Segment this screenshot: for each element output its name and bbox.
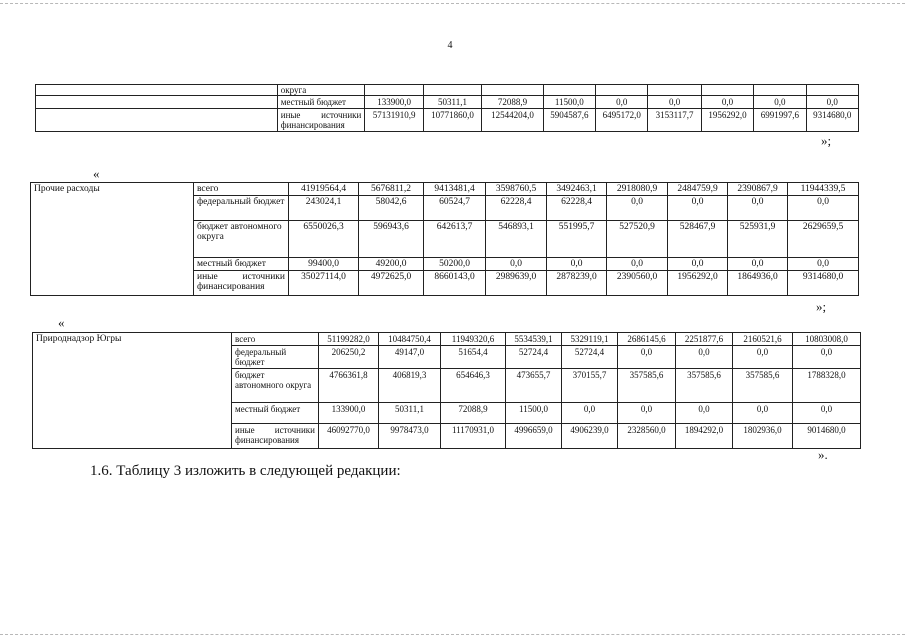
table-cell: 0,0 bbox=[701, 96, 753, 109]
table-cell: 2160521,6 bbox=[733, 333, 793, 346]
table-continuation bbox=[35, 84, 859, 132]
category-cell: Прочие расходы bbox=[31, 183, 194, 296]
table-cell: 3598760,5 bbox=[486, 183, 547, 196]
row-label: округа bbox=[277, 85, 365, 96]
table-cell: 0,0 bbox=[676, 403, 733, 424]
table-cell: 46092770,0 bbox=[319, 424, 379, 449]
table-cell: 10803008,0 bbox=[793, 333, 861, 346]
table-cell: 0,0 bbox=[607, 196, 668, 221]
table-cell: 10484750,4 bbox=[379, 333, 441, 346]
table-cell: 2484759,9 bbox=[668, 183, 728, 196]
table-cell: 596943,6 bbox=[359, 221, 424, 258]
table-prirodnadzor bbox=[32, 332, 861, 449]
table-cell: 1956292,0 bbox=[701, 109, 753, 132]
table-cell: 51654,4 bbox=[441, 346, 506, 369]
table-cell: 473655,7 bbox=[506, 369, 562, 403]
table-cell: 0,0 bbox=[793, 403, 861, 424]
table-cell: 551995,7 bbox=[547, 221, 607, 258]
table-row bbox=[36, 109, 859, 132]
table-cell: 4906239,0 bbox=[562, 424, 618, 449]
table-cell: 357585,6 bbox=[733, 369, 793, 403]
table-cell: 4996659,0 bbox=[506, 424, 562, 449]
table-cell: 1864936,0 bbox=[728, 271, 788, 296]
row-label: местный бюджет bbox=[232, 403, 319, 424]
table-cell: 51199282,0 bbox=[319, 333, 379, 346]
table-cell: 9014680,0 bbox=[793, 424, 861, 449]
table-cell: 50200,0 bbox=[424, 258, 486, 271]
table-cell: 370155,7 bbox=[562, 369, 618, 403]
row-label: иные источники финансирования bbox=[194, 271, 289, 296]
table-cell: 0,0 bbox=[562, 403, 618, 424]
table-cell: 243024,1 bbox=[289, 196, 359, 221]
table-cell: 99400,0 bbox=[289, 258, 359, 271]
table-cell: 0,0 bbox=[668, 258, 728, 271]
table-row bbox=[33, 333, 861, 346]
table-cell: 49147,0 bbox=[379, 346, 441, 369]
row-label: бюджет автономного округа bbox=[194, 221, 289, 258]
table-cell: 52724,4 bbox=[562, 346, 618, 369]
table-cell: 9413481,4 bbox=[424, 183, 486, 196]
opening-quote: « bbox=[93, 166, 100, 181]
table-cell: 62228,4 bbox=[486, 196, 547, 221]
table-cell: 5676811,2 bbox=[359, 183, 424, 196]
row-label: иные источники финансирования bbox=[277, 109, 365, 132]
table-cell: 2686145,6 bbox=[618, 333, 676, 346]
table-cell: 9978473,0 bbox=[379, 424, 441, 449]
scan-top-edge bbox=[0, 3, 905, 4]
table-cell: 60524,7 bbox=[424, 196, 486, 221]
table-cell: 0,0 bbox=[788, 258, 859, 271]
table-cell: 0,0 bbox=[733, 346, 793, 369]
table-cell: 0,0 bbox=[788, 196, 859, 221]
table-cell: 1894292,0 bbox=[676, 424, 733, 449]
table-cell: 52724,4 bbox=[506, 346, 562, 369]
category-cell bbox=[36, 109, 278, 132]
table-cell: 0,0 bbox=[806, 96, 858, 109]
table-cell: 11949320,6 bbox=[441, 333, 506, 346]
table-cell: 1802936,0 bbox=[733, 424, 793, 449]
table-cell: 6991997,6 bbox=[754, 109, 806, 132]
row-label: федеральный бюджет bbox=[194, 196, 289, 221]
table-cell: 6550026,3 bbox=[289, 221, 359, 258]
table-cell: 0,0 bbox=[618, 346, 676, 369]
table-cell: 9314680,0 bbox=[788, 271, 859, 296]
table-cell: 50311,1 bbox=[423, 96, 481, 109]
table-cell: 57131910,9 bbox=[365, 109, 423, 132]
table-cell: 2989639,0 bbox=[486, 271, 547, 296]
category-cell bbox=[36, 85, 278, 96]
closing-quote: »; bbox=[816, 299, 827, 314]
table-cell: 6495172,0 bbox=[596, 109, 648, 132]
table-cell: 10771860,0 bbox=[423, 109, 481, 132]
table-cell: 3492463,1 bbox=[547, 183, 607, 196]
table-cell: 2629659,5 bbox=[788, 221, 859, 258]
table-cell: 35027114,0 bbox=[289, 271, 359, 296]
table-cell: 2328560,0 bbox=[618, 424, 676, 449]
table-cell: 0,0 bbox=[596, 96, 648, 109]
table-cell: 2390867,9 bbox=[728, 183, 788, 196]
table-cell: 357585,6 bbox=[676, 369, 733, 403]
table-cell: 525931,9 bbox=[728, 221, 788, 258]
table-cell: 58042,6 bbox=[359, 196, 424, 221]
category-cell bbox=[36, 96, 278, 109]
table-cell: 2878239,0 bbox=[547, 271, 607, 296]
table-cell: 2390560,0 bbox=[607, 271, 668, 296]
table-cell: 5329119,1 bbox=[562, 333, 618, 346]
table-cell: 0,0 bbox=[486, 258, 547, 271]
row-label: местный бюджет bbox=[194, 258, 289, 271]
scan-bottom-edge bbox=[0, 634, 905, 635]
table-cell: 357585,6 bbox=[618, 369, 676, 403]
row-label: всего bbox=[232, 333, 319, 346]
table-cell: 11944339,5 bbox=[788, 183, 859, 196]
table-cell: 0,0 bbox=[547, 258, 607, 271]
table-row bbox=[31, 183, 859, 196]
table-cell: 3153117,7 bbox=[648, 109, 701, 132]
table-cell: 9314680,0 bbox=[806, 109, 858, 132]
table-cell: 206250,2 bbox=[319, 346, 379, 369]
row-label: иные источники финансирования bbox=[232, 424, 319, 449]
table-cell: 133900,0 bbox=[319, 403, 379, 424]
closing-quote: ». bbox=[818, 447, 828, 462]
table-cell: 5904587,6 bbox=[543, 109, 595, 132]
table-cell: 1788328,0 bbox=[793, 369, 861, 403]
table-cell: 642613,7 bbox=[424, 221, 486, 258]
table-row bbox=[36, 85, 859, 96]
table-cell: 2251877,6 bbox=[676, 333, 733, 346]
table-cell: 62228,4 bbox=[547, 196, 607, 221]
table-cell: 4972625,0 bbox=[359, 271, 424, 296]
table-cell: 0,0 bbox=[648, 96, 701, 109]
table-cell: 133900,0 bbox=[365, 96, 423, 109]
table-cell: 12544204,0 bbox=[482, 109, 543, 132]
table-other-expenses bbox=[30, 182, 859, 296]
table-cell: 1956292,0 bbox=[668, 271, 728, 296]
table-cell: 654646,3 bbox=[441, 369, 506, 403]
page-number: 4 bbox=[447, 40, 453, 51]
row-label: бюджет автономного округа bbox=[232, 369, 319, 403]
table-cell: 0,0 bbox=[607, 258, 668, 271]
table-cell: 0,0 bbox=[728, 258, 788, 271]
table-cell: 0,0 bbox=[676, 346, 733, 369]
table-cell: 8660143,0 bbox=[424, 271, 486, 296]
table-cell: 41919564,4 bbox=[289, 183, 359, 196]
section-heading: 1.6. Таблицу 3 изложить в следующей редакции: bbox=[90, 463, 401, 479]
table-cell: 11170931,0 bbox=[441, 424, 506, 449]
table-cell: 0,0 bbox=[793, 346, 861, 369]
table-cell: 4766361,8 bbox=[319, 369, 379, 403]
row-label: местный бюджет bbox=[277, 96, 365, 109]
table-cell: 528467,9 bbox=[668, 221, 728, 258]
table-cell: 546893,1 bbox=[486, 221, 547, 258]
category-cell: Природнадзор Югры bbox=[33, 333, 232, 449]
table-cell: 0,0 bbox=[618, 403, 676, 424]
table-cell: 0,0 bbox=[668, 196, 728, 221]
table-row bbox=[36, 96, 859, 109]
table-cell: 49200,0 bbox=[359, 258, 424, 271]
table-cell: 0,0 bbox=[733, 403, 793, 424]
table-cell: 0,0 bbox=[754, 96, 806, 109]
table-cell: 2918080,9 bbox=[607, 183, 668, 196]
table-cell: 0,0 bbox=[728, 196, 788, 221]
row-label: федеральный бюджет bbox=[232, 346, 319, 369]
table-cell: 406819,3 bbox=[379, 369, 441, 403]
table-cell: 11500,0 bbox=[506, 403, 562, 424]
closing-quote: »; bbox=[821, 133, 832, 148]
table-cell: 5534539,1 bbox=[506, 333, 562, 346]
row-label: всего bbox=[194, 183, 289, 196]
table-cell: 72088,9 bbox=[482, 96, 543, 109]
table-cell: 50311,1 bbox=[379, 403, 441, 424]
opening-quote: « bbox=[58, 315, 65, 330]
table-cell: 527520,9 bbox=[607, 221, 668, 258]
table-cell: 11500,0 bbox=[543, 96, 595, 109]
table-cell: 72088,9 bbox=[441, 403, 506, 424]
